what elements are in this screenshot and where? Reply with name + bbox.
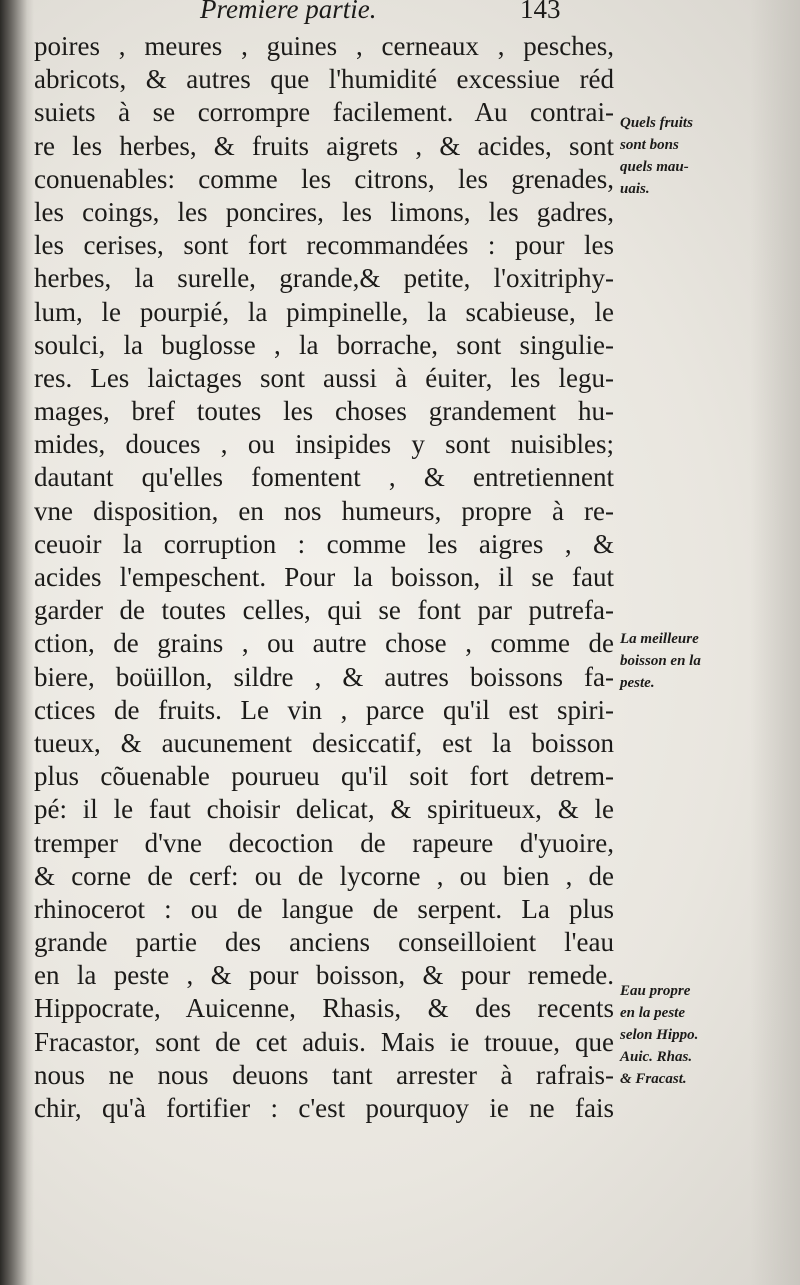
main-text-block	[34, 30, 614, 1125]
text-line: soulci, la buglosse , la borrache, sont singulie-	[34, 329, 614, 360]
text-line: herbes, la surelle, grande,& petite, l'oxitriphy-	[34, 263, 614, 294]
margin-note-line: peste.	[620, 675, 655, 691]
text-line: Hippocrate, Auicenne, Rhasis, & des recents	[34, 993, 614, 1024]
text-line: les cerises, sont fort recommandées : pour les	[34, 230, 614, 261]
text-line: tueux, & aucunement desiccatif, est la boisson	[34, 727, 614, 758]
text-line: res. Les laictages sont aussi à éuiter, les legu-	[34, 362, 614, 393]
text-line: acides l'empeschent. Pour la boisson, il se faut	[34, 562, 614, 592]
text-line: vne disposition, en nos humeurs, propre à re-	[34, 495, 614, 526]
margin-note-line: Eau propre	[620, 983, 691, 999]
text-line: ction, de grains , ou autre chose , comme de	[34, 628, 614, 659]
margin-note-line: Quels fruits	[620, 115, 693, 131]
text-line: conuenables: comme les citrons, les grenades,	[34, 163, 614, 194]
text-line: chir, qu'à fortifier : c'est pourquoy ie ne fais	[34, 1093, 614, 1123]
margin-note-line: selon Hippo.	[620, 1027, 699, 1043]
running-head: Premiere partie.	[200, 0, 377, 24]
text-line: garder de toutes celles, qui se font par putrefa-	[34, 595, 614, 626]
text-line: abricots, & autres que l'humidité excessiue réd	[34, 64, 614, 95]
text-line: les coings, les poncires, les limons, les gadres,	[34, 196, 614, 227]
text-line: poires , meures , guines , cerneaux , pesches,	[34, 31, 614, 61]
text-line: grande partie des anciens conseilloient l'eau	[34, 927, 614, 958]
text-line: pé: il le faut choisir delicat, & spiritueux, & le	[34, 794, 614, 825]
margin-note-eau	[620, 980, 760, 1090]
text-line: rhinocerot : ou de langue de serpent. La plus	[34, 893, 614, 924]
text-line: tremper d'vne decoction de rapeure d'yuoire,	[34, 827, 614, 858]
text-line: ceuoir la corruption : comme les aigres , &	[34, 528, 614, 559]
text-line: re les herbes, & fruits aigrets , & acides, sont	[34, 130, 614, 161]
text-line: en la peste , & pour boisson, & pour remede.	[34, 960, 614, 991]
text-line: plus cõuenable pourueu qu'il soit fort detrem-	[34, 761, 614, 792]
text-line: suiets à se corrompre facilement. Au contrai-	[34, 97, 614, 128]
margin-note-line: quels mau-	[620, 159, 689, 175]
text-line: ctices de fruits. Le vin , parce qu'il est spiri-	[34, 694, 614, 725]
margin-note-line: boisson en la	[620, 653, 701, 669]
show-through-text	[36, 1230, 156, 1252]
margin-note-fruits	[620, 112, 760, 200]
text-line: Fracastor, sont de cet aduis. Mais ie trouue, que	[34, 1026, 614, 1057]
text-line: biere, boüillon, sildre , & autres boissons fa-	[34, 661, 614, 692]
text-line: & corne de cerf: ou de lycorne , ou bien , de	[34, 860, 614, 891]
text-line: mides, douces , ou insipides y sont nuisibles;	[34, 429, 614, 460]
page-number: 143	[520, 0, 561, 24]
text-line: dautant qu'elles fomentent , & entretiennent	[34, 462, 614, 493]
text-line: lum, le pourpié, la pimpinelle, la scabieuse, le	[34, 296, 614, 327]
binding-shadow	[0, 0, 34, 1285]
margin-note-line: & Fracast.	[620, 1071, 687, 1087]
margin-note-line: sont bons	[620, 137, 679, 153]
text-line: mages, bref toutes les choses grandement hu-	[34, 396, 614, 427]
margin-note-line: uais.	[620, 181, 650, 197]
margin-note-line: La meilleure	[620, 631, 699, 647]
margin-note-line: Auic. Rhas.	[620, 1049, 693, 1065]
text-line: nous ne nous deuons tant arrester à rafrais-	[34, 1059, 614, 1090]
margin-note-boisson	[620, 628, 760, 694]
margin-note-line: en la peste	[620, 1005, 685, 1021]
